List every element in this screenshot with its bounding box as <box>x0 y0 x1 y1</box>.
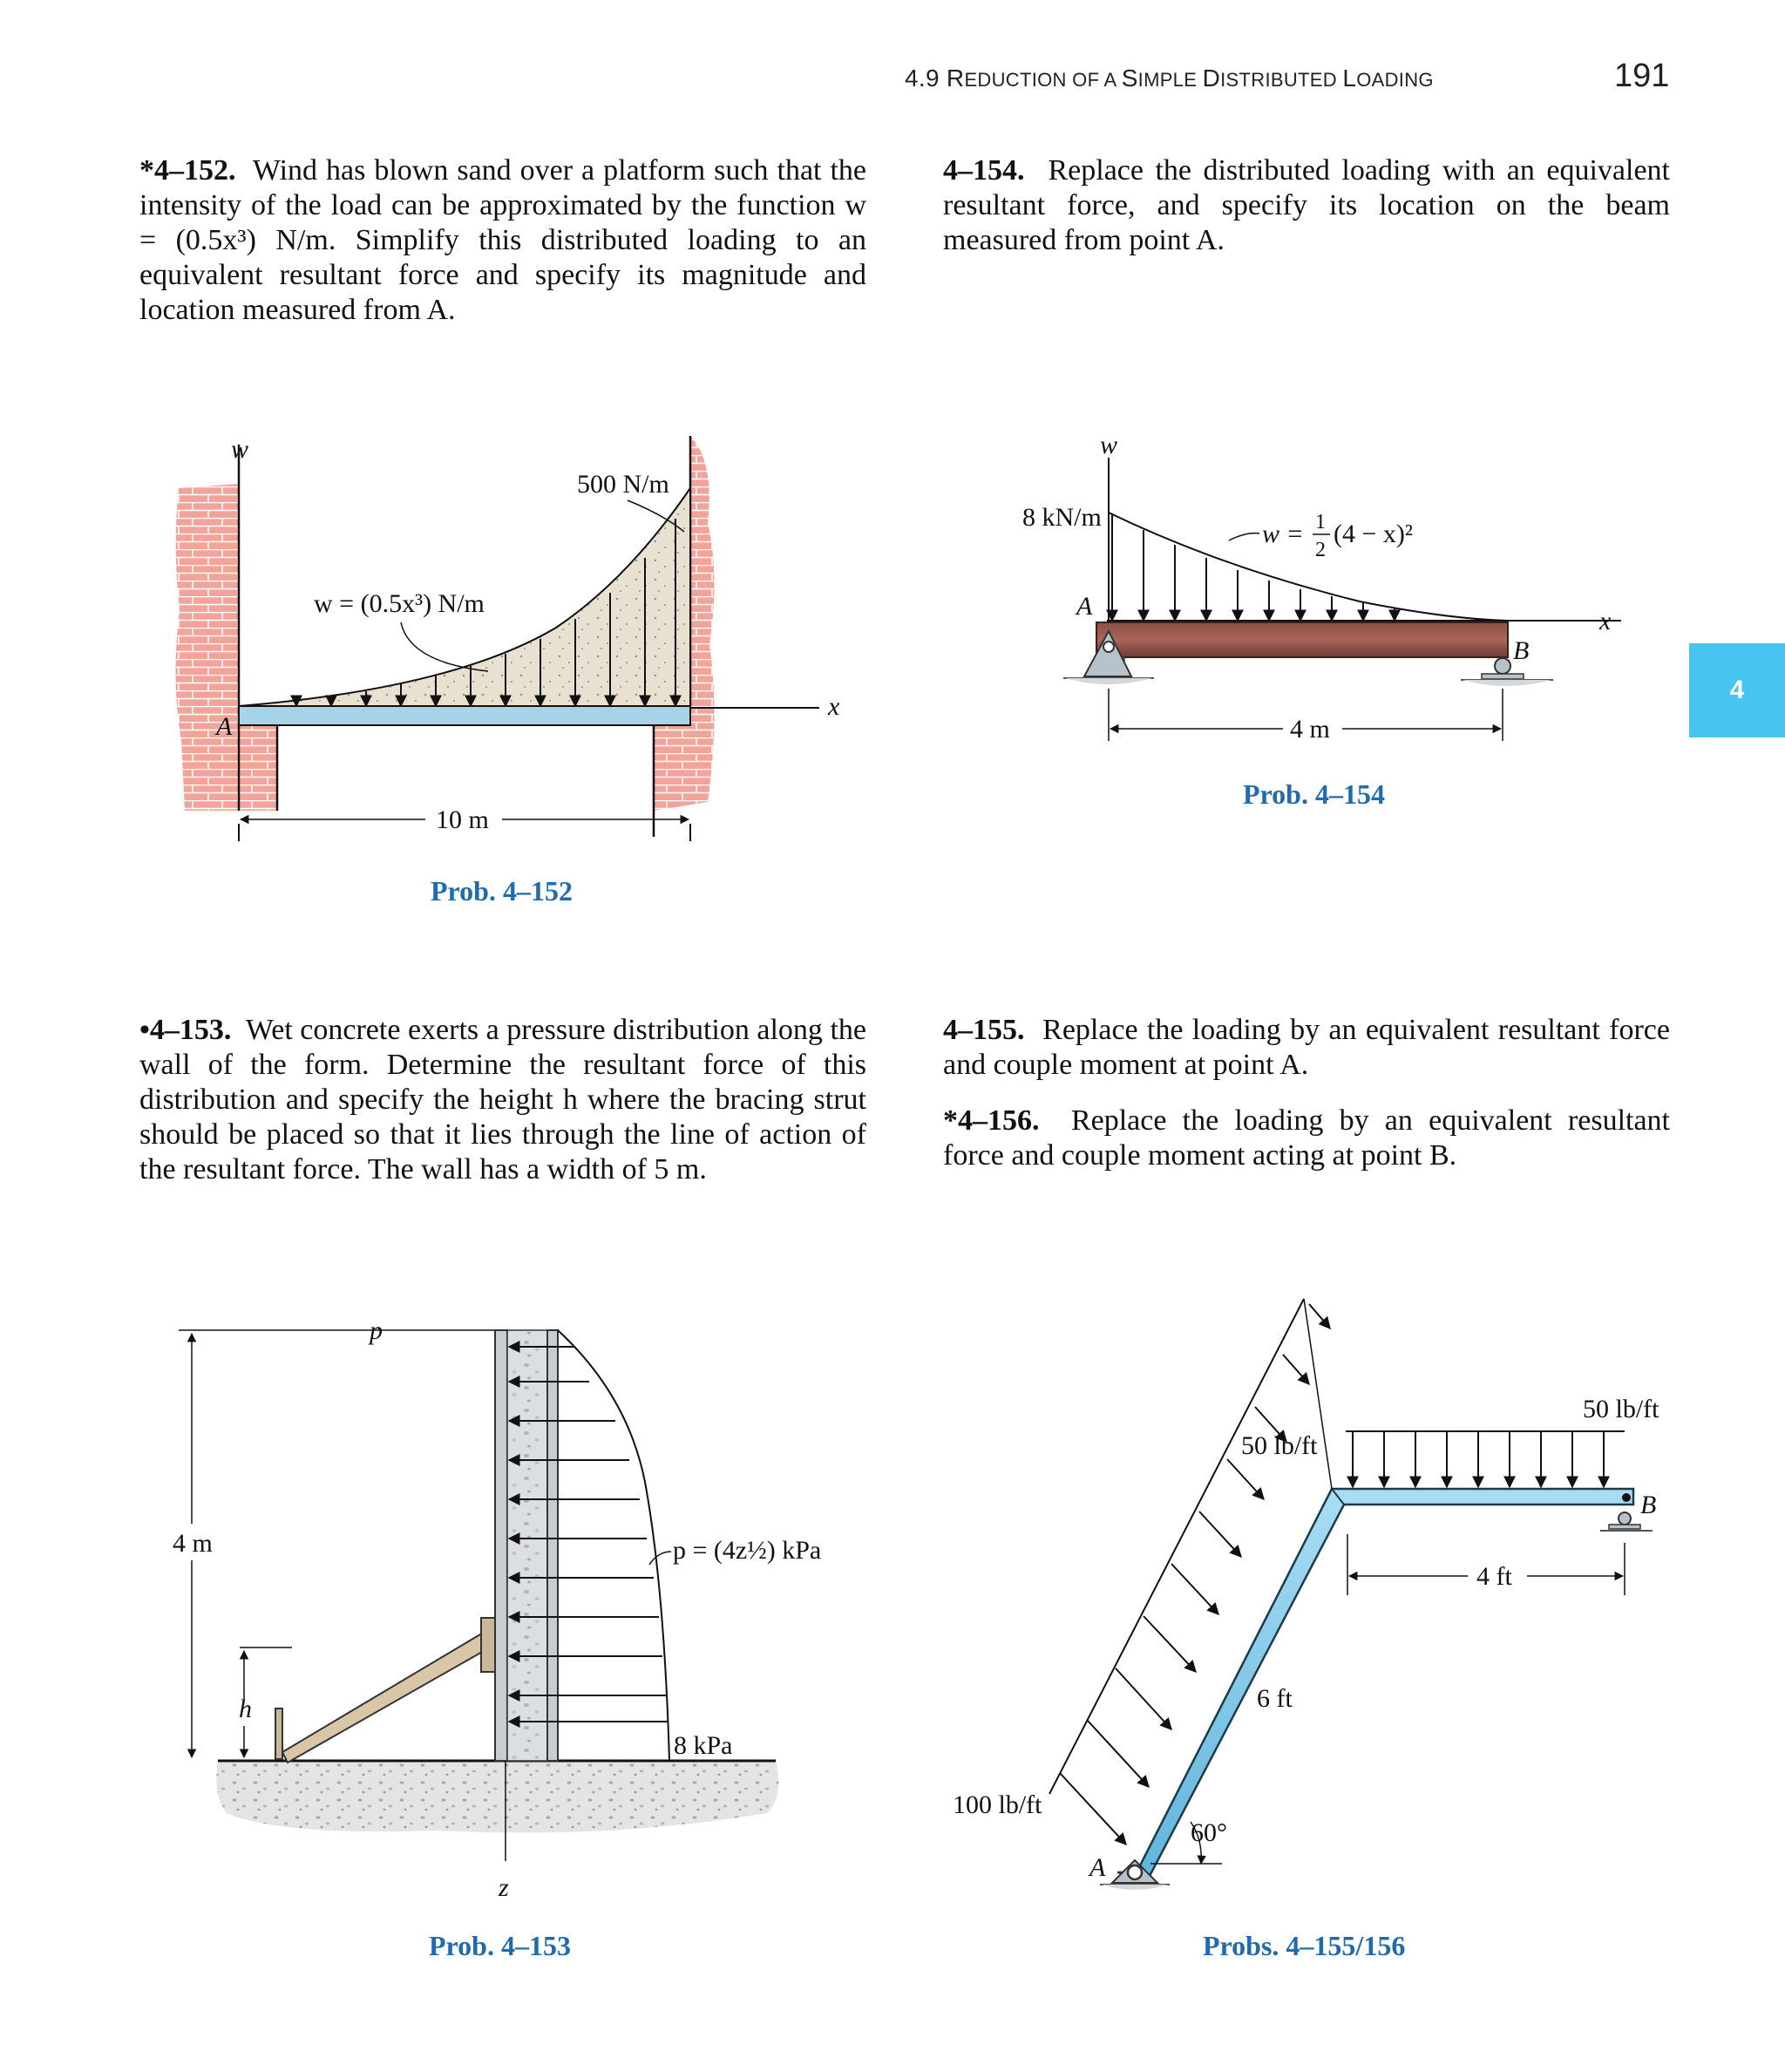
length-horizontal-label: 4 ft <box>1476 1562 1512 1591</box>
length-incline-label: 6 ft <box>1257 1684 1293 1713</box>
point-a-label: A <box>216 712 233 741</box>
load-equation-154 <box>1229 511 1413 561</box>
section-title-part-3: ISTRIBUTED <box>1220 69 1343 91</box>
load-eq-prefix: w = <box>1262 520 1304 548</box>
point-a-label: A <box>1076 592 1093 621</box>
section-title-cap-4: L <box>1342 65 1357 92</box>
roller-support-b <box>1495 658 1510 674</box>
problem-number: *4–152. <box>139 154 236 187</box>
problem-text: Replace the loading by an equivalent resultant force and couple moment acting at point B. <box>943 1104 1670 1172</box>
section-title-part-4: OADING <box>1356 69 1434 91</box>
problem-text: Replace the distributed loading with an equivalent resultant force, and specify its location on the beam measured from point A. <box>943 154 1670 256</box>
problem-number: 4–155. <box>943 1014 1025 1046</box>
caption-4-155-156: Probs. 4–155/156 <box>1203 1930 1406 1961</box>
angle-label: 60° <box>1191 1818 1227 1847</box>
bracing-strut <box>282 1632 490 1763</box>
p-axis-label: p <box>370 1316 383 1345</box>
load-max-label: 8 kPa <box>674 1731 733 1760</box>
section-number: 4.9 <box>905 65 940 92</box>
left-brick-wall <box>175 484 277 811</box>
ground-gravel <box>216 1761 778 1833</box>
load-max-label: 8 kN/m <box>1022 503 1102 532</box>
incline-load-envelope <box>1049 1299 1304 1794</box>
span-label: 4 m <box>1290 715 1330 744</box>
load-top-right-label: 50 lb/ft <box>1583 1395 1659 1423</box>
point-a-label: A <box>1089 1853 1106 1882</box>
problem-number: •4–153. <box>139 1014 232 1046</box>
page-number: 191 <box>1614 58 1670 94</box>
section-title-part-1: EDUCTION OF A <box>964 69 1122 91</box>
figure-4-154 <box>1022 431 1621 744</box>
point-b-label: B <box>1640 1491 1657 1519</box>
span-label: 10 m <box>436 805 489 834</box>
figure-4-153 <box>173 1316 821 1902</box>
problem-text: Wet concrete exerts a pressure distribution along the wall of the form. Determine the resultant force of this distribution and specify the height h where the bracing strut should be placed so that it lies through the line of action of the resultant force. The wall has a width of 5 m. <box>139 1014 866 1185</box>
problem-text: Wind has blown sand over a platform such that the intensity of the load can be approximated by the function w = (0.5x³) N/m. Simplify this distributed loading to an equivalent resultant force and specify its magnitude and location measured from A. <box>139 154 867 326</box>
problem-text: Replace the loading by an equivalent resultant force and couple moment at point A. <box>943 1014 1670 1081</box>
load-eq-denominator: 2 <box>1315 539 1326 561</box>
section-title-part-2: IMPLE <box>1137 69 1203 91</box>
load-eq-numerator: 1 <box>1315 511 1326 533</box>
form-board-left <box>495 1330 507 1761</box>
top-load-arrows <box>1353 1431 1604 1487</box>
strut-stake <box>275 1709 282 1759</box>
beam-154 <box>1096 622 1508 657</box>
x-axis-label: x <box>1599 607 1612 635</box>
height-label: 4 m <box>173 1529 213 1558</box>
load-max-label: 500 N/m <box>577 470 669 499</box>
figure-4-155-156 <box>953 1299 1659 1890</box>
platform <box>239 706 690 725</box>
section-title-cap-1: R <box>946 65 965 92</box>
load-curve-154 <box>1109 513 1508 621</box>
load-bottom-label: 100 lb/ft <box>953 1790 1042 1819</box>
w-axis-label: w <box>231 435 249 464</box>
w-axis-label: w <box>1100 431 1118 459</box>
caption-4-152: Prob. 4–152 <box>431 875 573 907</box>
load-equation-label: p = (4z½) kPa <box>673 1536 822 1565</box>
point-b-label: B <box>1513 636 1530 665</box>
x-axis-label: x <box>828 692 840 721</box>
caption-4-153: Prob. 4–153 <box>429 1930 571 1961</box>
chapter-tab: 4 <box>1689 643 1785 737</box>
problem-number: *4–156. <box>943 1104 1040 1137</box>
section-title-cap-2: S <box>1121 65 1138 92</box>
pin-support-a-155 <box>1100 1860 1170 1890</box>
h-label: h <box>239 1695 252 1723</box>
figure-4-152 <box>175 435 840 841</box>
load-equation-label: w = (0.5x³) N/m <box>314 589 485 618</box>
problem-number: 4–154. <box>943 154 1025 187</box>
load-eq-suffix: (4 − x)² <box>1334 520 1413 548</box>
z-axis-label: z <box>499 1873 509 1902</box>
section-title-cap-3: D <box>1202 65 1221 92</box>
load-top-left-label: 50 lb/ft <box>1241 1431 1318 1460</box>
strut-cleat <box>481 1618 495 1672</box>
caption-4-154: Prob. 4–154 <box>1243 778 1385 810</box>
